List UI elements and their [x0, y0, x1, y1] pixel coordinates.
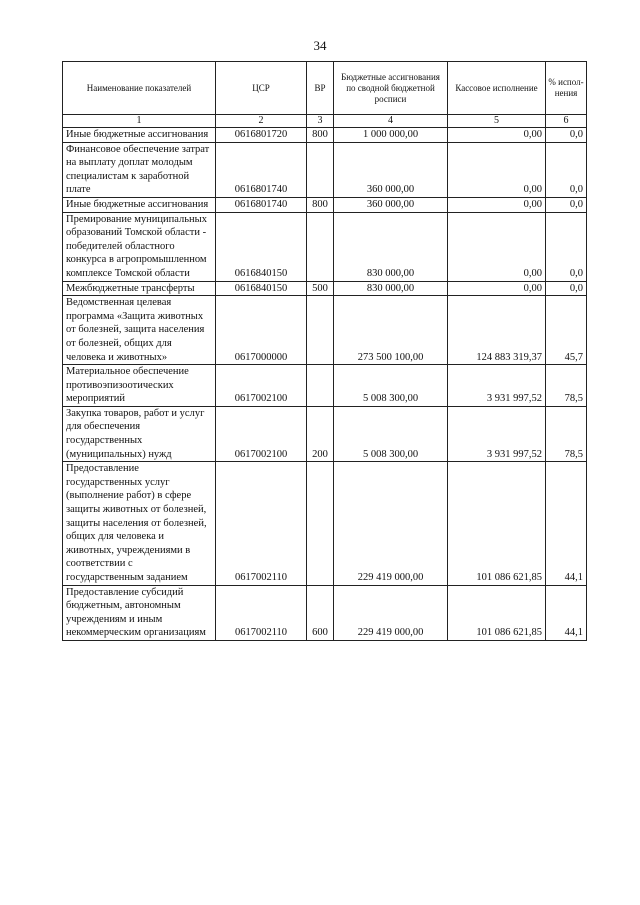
- table-body: [63, 128, 587, 641]
- cell-cash: 0,00: [448, 281, 546, 296]
- cell-pct: 0,0: [546, 212, 587, 281]
- cell-vr: [307, 142, 334, 197]
- column-number: 5: [448, 115, 546, 128]
- cell-cash: 0,00: [448, 142, 546, 197]
- cell-name: Премирование муниципальных образований Томской области - победителей областного конкурса в агропромышленном комплексе Томской области: [63, 212, 216, 281]
- cell-name: Иные бюджетные ассигнования: [63, 128, 216, 143]
- cell-cash: 0,00: [448, 212, 546, 281]
- header-pct: % испол-нения: [546, 62, 587, 115]
- cell-csr: 0617002110: [216, 585, 307, 640]
- cell-vr: [307, 296, 334, 365]
- cell-budget: 1 000 000,00: [334, 128, 448, 143]
- column-number: 1: [63, 115, 216, 128]
- cell-pct: 44,1: [546, 585, 587, 640]
- column-number: 6: [546, 115, 587, 128]
- cell-csr: 0616801720: [216, 128, 307, 143]
- cell-pct: 0,0: [546, 197, 587, 212]
- column-number: 4: [334, 115, 448, 128]
- cell-cash: 101 086 621,85: [448, 462, 546, 585]
- page-number: 34: [313, 38, 327, 53]
- table-row: [63, 281, 587, 296]
- table-row: [63, 212, 587, 281]
- cell-budget: 830 000,00: [334, 212, 448, 281]
- cell-pct: 0,0: [546, 128, 587, 143]
- cell-vr: 200: [307, 406, 334, 461]
- cell-budget: 360 000,00: [334, 142, 448, 197]
- cell-csr: 0617002110: [216, 462, 307, 585]
- header-name: Наименование показателей: [63, 62, 216, 115]
- cell-name: Материальное обеспечение противоэпизоотических мероприятий: [63, 365, 216, 407]
- cell-name: Закупка товаров, работ и услуг для обеспечения государственных (муниципальных) нужд: [63, 406, 216, 461]
- cell-vr: [307, 462, 334, 585]
- column-number-row: [63, 115, 587, 128]
- cell-cash: 0,00: [448, 128, 546, 143]
- cell-pct: 45,7: [546, 296, 587, 365]
- cell-name: Предоставление государственных услуг (выполнение работ) в сфере защиты животных от болезней, защиты населения от болезней, общих для человека и животных, учреждениями в соответствии с государственным заданием: [63, 462, 216, 585]
- cell-csr: 0617000000: [216, 296, 307, 365]
- cell-pct: 0,0: [546, 281, 587, 296]
- header-csr: ЦСР: [216, 62, 307, 115]
- table-row: [63, 462, 587, 585]
- cell-vr: 800: [307, 197, 334, 212]
- cell-budget: 360 000,00: [334, 197, 448, 212]
- table-row: [63, 142, 587, 197]
- cell-cash: 3 931 997,52: [448, 406, 546, 461]
- table-row: [63, 128, 587, 143]
- table-row: [63, 365, 587, 407]
- cell-budget: 5 008 300,00: [334, 406, 448, 461]
- table-row: [63, 197, 587, 212]
- cell-pct: 0,0: [546, 142, 587, 197]
- table-header-row: [63, 62, 587, 115]
- cell-vr: 800: [307, 128, 334, 143]
- header-vr: ВР: [307, 62, 334, 115]
- header-budget: Бюджетные ассигнования по сводной бюджетной росписи: [334, 62, 448, 115]
- cell-budget: 273 500 100,00: [334, 296, 448, 365]
- cell-name: Предоставление субсидий бюджетным, автономным учреждениям и иным некоммерческим организациям: [63, 585, 216, 640]
- cell-vr: 500: [307, 281, 334, 296]
- cell-budget: 5 008 300,00: [334, 365, 448, 407]
- cell-csr: 0616801740: [216, 197, 307, 212]
- cell-csr: 0616840150: [216, 281, 307, 296]
- cell-pct: 78,5: [546, 365, 587, 407]
- cell-vr: 600: [307, 585, 334, 640]
- table-row: [63, 296, 587, 365]
- cell-csr: 0616801740: [216, 142, 307, 197]
- cell-cash: 0,00: [448, 197, 546, 212]
- cell-name: Ведомственная целевая программа «Защита животных от болезней, защита населения от болезней, общих для человека и животных»: [63, 296, 216, 365]
- table-row: [63, 585, 587, 640]
- cell-csr: 0616840150: [216, 212, 307, 281]
- cell-name: Финансовое обеспечение затрат на выплату доплат молодым специалистам к заработной плате: [63, 142, 216, 197]
- cell-pct: 44,1: [546, 462, 587, 585]
- table-row: [63, 406, 587, 461]
- cell-vr: [307, 365, 334, 407]
- cell-cash: 101 086 621,85: [448, 585, 546, 640]
- cell-pct: 78,5: [546, 406, 587, 461]
- cell-budget: 229 419 000,00: [334, 462, 448, 585]
- cell-name: Межбюджетные трансферты: [63, 281, 216, 296]
- column-number: 3: [307, 115, 334, 128]
- cell-budget: 830 000,00: [334, 281, 448, 296]
- header-cash: Кассовое исполнение: [448, 62, 546, 115]
- cell-cash: 124 883 319,37: [448, 296, 546, 365]
- cell-budget: 229 419 000,00: [334, 585, 448, 640]
- cell-vr: [307, 212, 334, 281]
- cell-name: Иные бюджетные ассигнования: [63, 197, 216, 212]
- cell-csr: 0617002100: [216, 365, 307, 407]
- cell-cash: 3 931 997,52: [448, 365, 546, 407]
- budget-execution-table: [62, 61, 587, 641]
- column-number: 2: [216, 115, 307, 128]
- cell-csr: 0617002100: [216, 406, 307, 461]
